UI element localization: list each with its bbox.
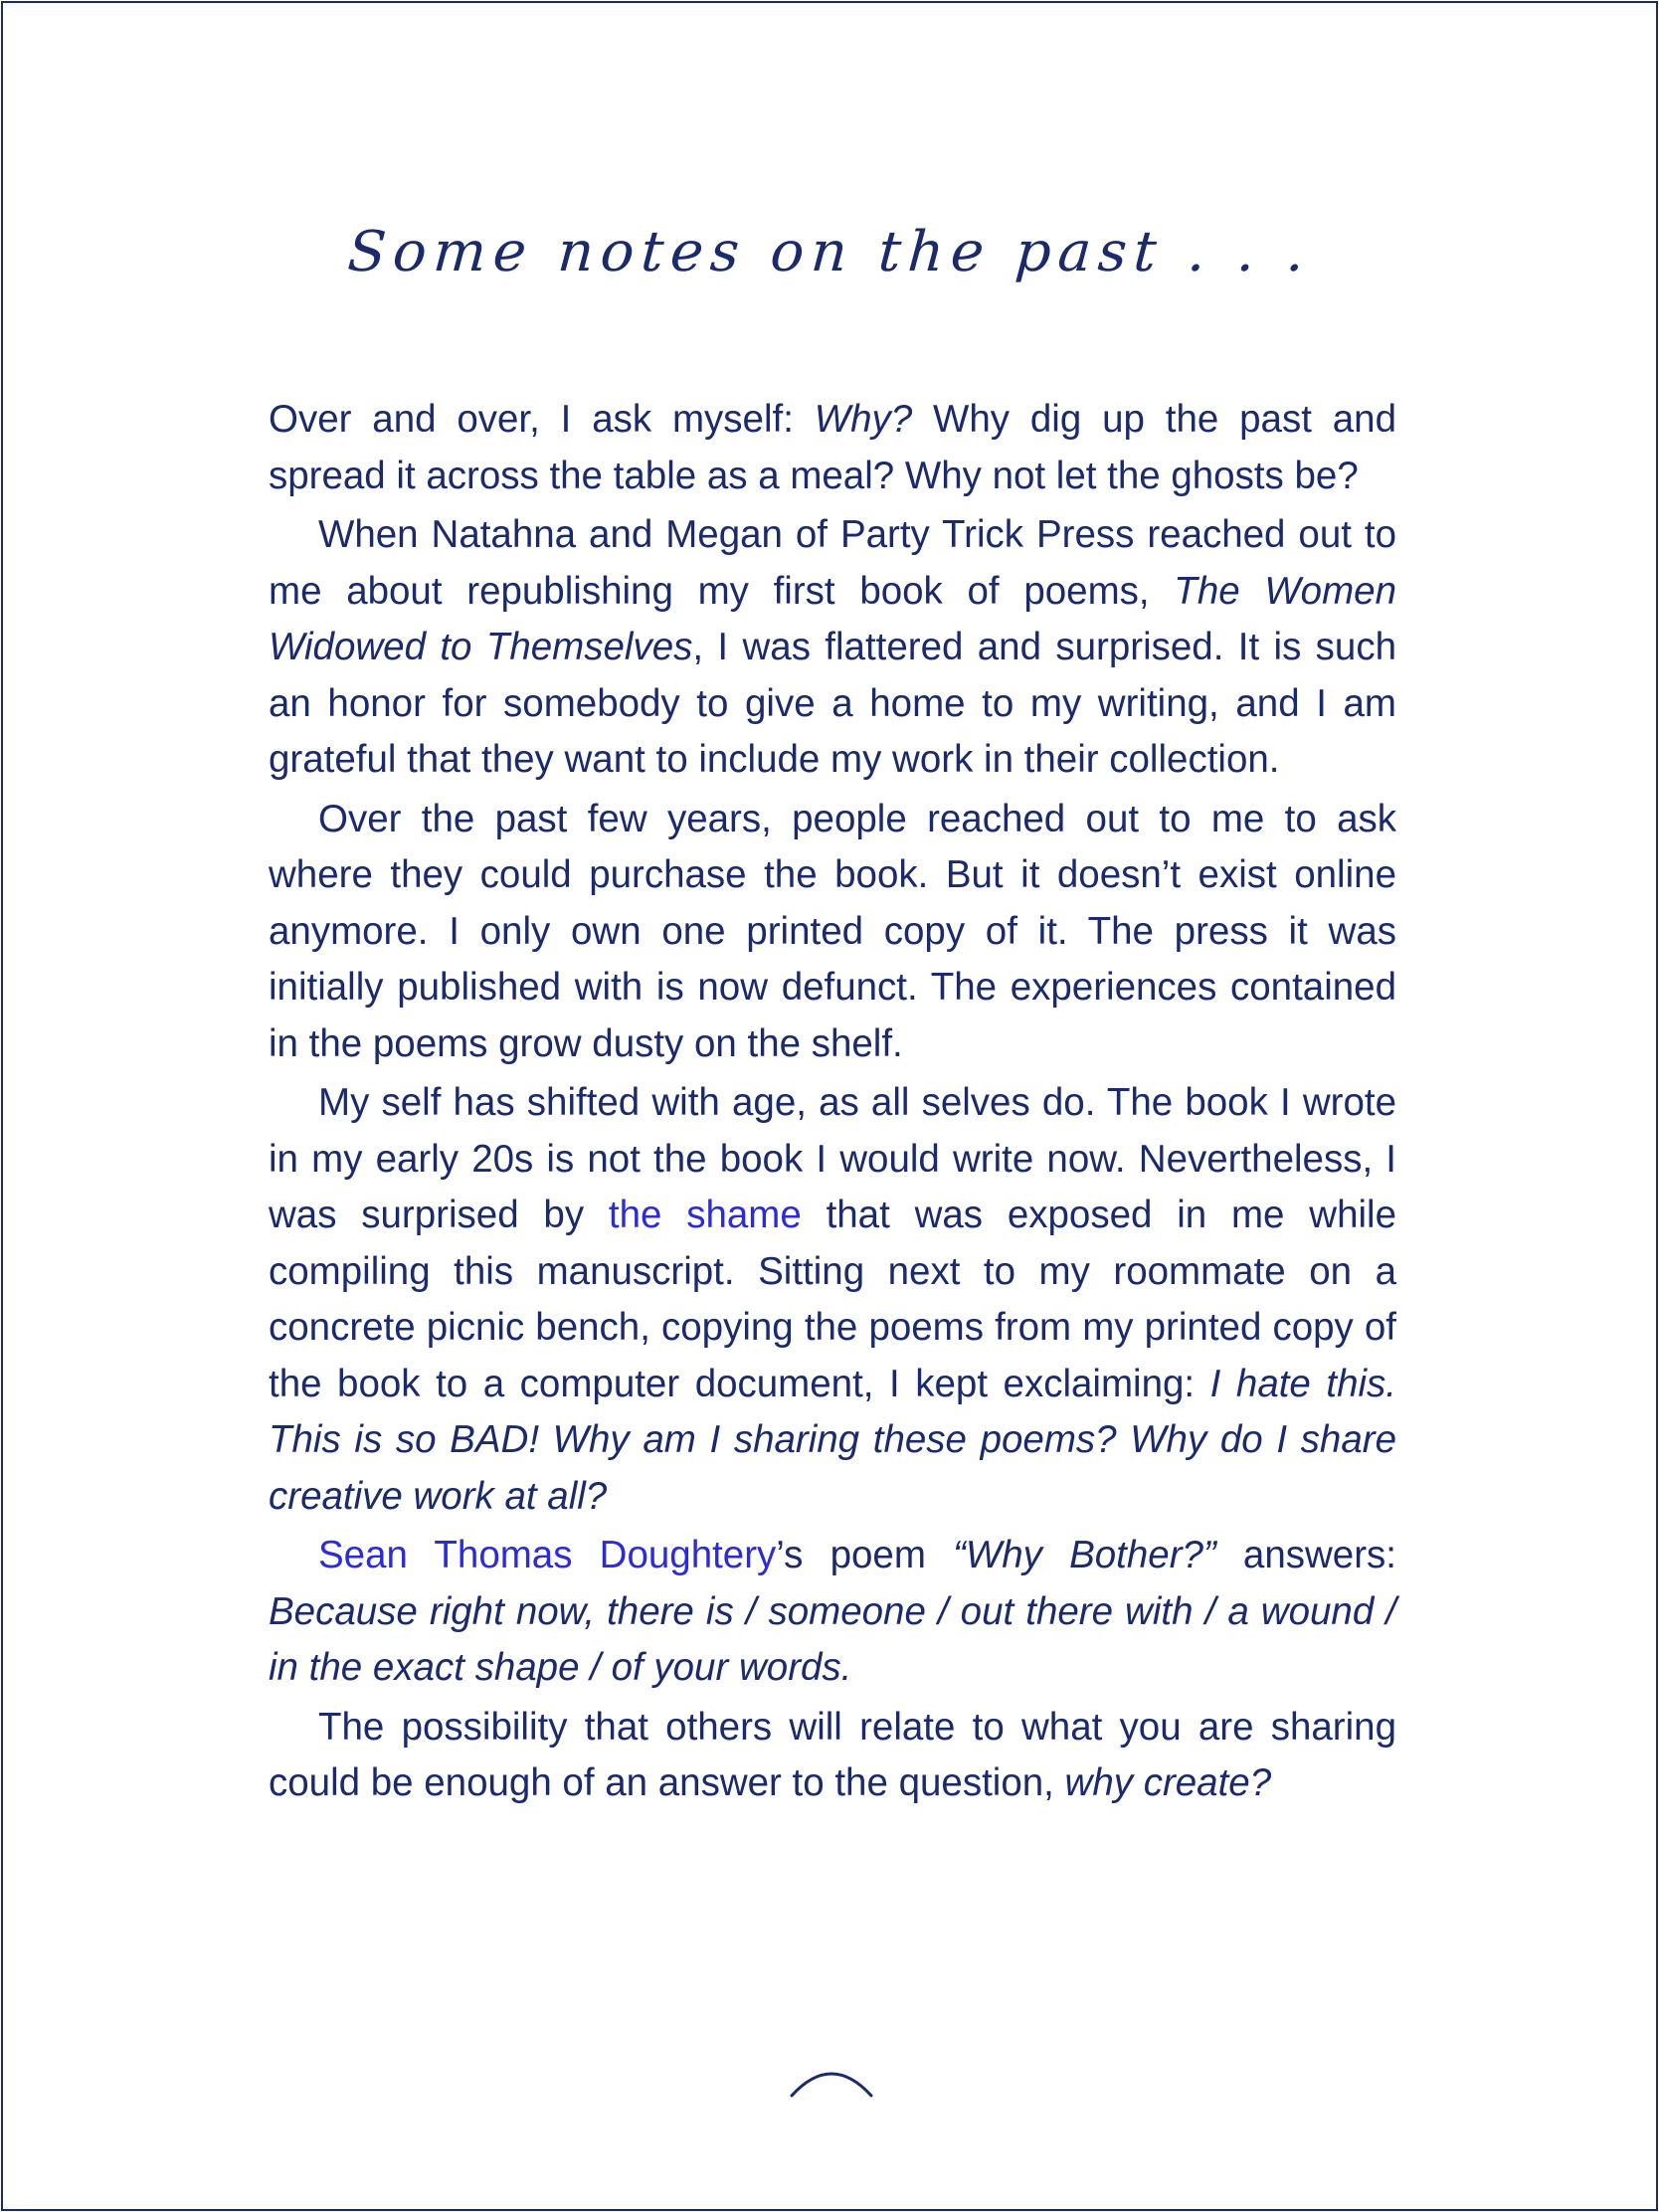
paragraph-4 <box>269 1075 1396 1525</box>
the-shame-link[interactable]: the shame <box>608 1194 802 1236</box>
paragraph-5-text: ’s poem <box>776 1534 954 1576</box>
paragraph-2 <box>269 507 1396 789</box>
paragraph-5-text-mid: answers: <box>1215 1534 1396 1576</box>
page-title: Some notes on the past . . . <box>345 220 1314 284</box>
paragraph-1-text: Over and over, I ask myself: <box>269 398 815 441</box>
body-text <box>269 392 1396 1815</box>
paragraph-1 <box>269 392 1396 504</box>
paragraph-4-text: My self has shifted with age, as all selves do. The book I wrote in my early 20s is not the book I would write now. Nevertheless, I was surprised by <box>269 1081 1396 1236</box>
paragraph-4-text-mid: that was exposed in me while compiling this manuscript. Sitting next to my roommate on a concrete picnic bench, copying the poems from my printed copy of the book to a computer document, I kept exclaiming: <box>269 1194 1396 1405</box>
paragraph-2-text: When Natahna and Megan of Party Trick Press reached out to me about republishing my first book of poems, <box>269 513 1396 613</box>
paragraph-1-text-end: Why dig up the past and spread it across the table as a meal? Why not let the ghosts be? <box>269 398 1397 497</box>
paragraph-3-text: Over the past few years, people reached out to me to ask where they could purchase the book. But it doesn’t exist online anymore. I only own one printed copy of it. The press it was initially published with is now defunct. The experiences contained in the poems grow dusty on the shelf. <box>269 797 1396 1065</box>
paragraph-3 <box>269 792 1396 1073</box>
paragraph-5 <box>269 1528 1396 1697</box>
paragraph-6-text: The possibility that others will relate to what you are sharing could be enough of an answer to the question, <box>269 1705 1396 1804</box>
paragraph-6 <box>269 1700 1396 1812</box>
paragraph-4-italic: I hate this. This is so BAD! Why am I sharing these poems? Why do I share creative work at all? <box>269 1362 1396 1518</box>
book-title: The Women Widowed to Themselves <box>269 569 1396 668</box>
paragraph-2-text-end: , I was flattered and surprised. It is such an honor for somebody to give a home to my writing, and I am grateful that they want to include my work in their collection. <box>269 626 1396 781</box>
paragraph-6-italic: why create? <box>1064 1761 1272 1804</box>
poem-title: “Why Bother?” <box>953 1534 1216 1576</box>
poem-quote: Because right now, there is / someone / out there with / a wound / in the exact shape / of your words. <box>269 1589 1396 1689</box>
author-link[interactable]: Sean Thomas Doughtery <box>318 1534 777 1576</box>
arc-ornament-icon <box>788 2064 875 2100</box>
paragraph-1-italic: Why? <box>814 398 913 441</box>
document-page <box>1 1 1658 2211</box>
